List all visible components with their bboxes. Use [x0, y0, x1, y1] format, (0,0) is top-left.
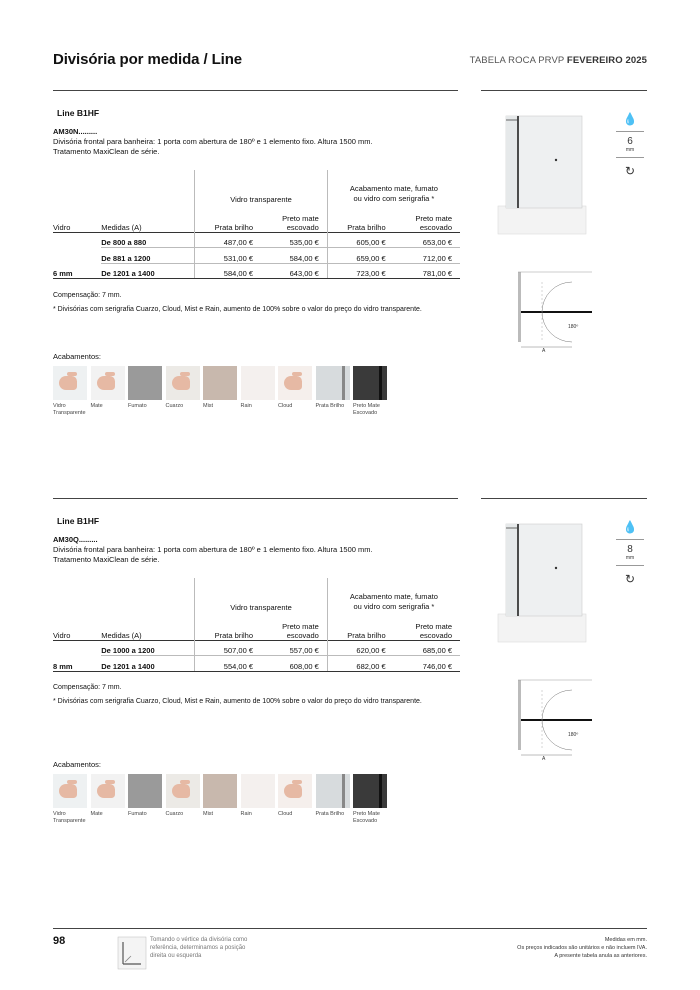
table-row: [53, 232, 460, 248]
finishes-list: [53, 774, 391, 825]
orientation-icon: [117, 936, 147, 970]
product-description: Divisória frontal para banheira: 1 porta com abertura de 180º e 1 elemento fixo. Altura 1500 mm. Tratamento MaxiClean de série.: [53, 137, 373, 156]
header-preto: Preto mate escovado: [415, 621, 452, 640]
page-title: Divisória por medida / Line: [53, 51, 243, 68]
header-prata: Prata brilho: [327, 204, 393, 232]
finish-swatch: Fumato: [128, 774, 166, 825]
group-header-matte: Acabamento mate, fumato ou vidro com serigrafia *: [327, 170, 460, 204]
price-cell: 531,00 €: [195, 248, 261, 264]
price-cell: 643,00 €: [261, 263, 327, 279]
finishes-title: Acabamentos:: [53, 760, 101, 769]
header-medidas: Medidas (A): [101, 222, 142, 232]
size-range: De 1000 a 1200: [101, 640, 194, 656]
product-image: [496, 518, 588, 644]
price-cell: 712,00 €: [394, 248, 460, 264]
plan-diagram: [512, 268, 602, 352]
finish-swatch: Cuarzo: [166, 366, 204, 417]
table-row: [53, 248, 460, 264]
angle-label: 180º: [568, 732, 579, 738]
price-cell: 487,00 €: [195, 232, 261, 248]
header-prata: Prata brilho: [327, 612, 393, 640]
product-code: AM30Q.........: [53, 535, 98, 544]
serigraphy-note: * Divisórias com serigrafia Cuarzo, Cloud, Mist e Rain, aumento de 100% sobre o valor do preço do vidro transparente.: [53, 305, 422, 313]
price-cell: 659,00 €: [327, 248, 393, 264]
group-header-clear: Vidro transparente: [195, 170, 328, 204]
price-cell: 781,00 €: [394, 263, 460, 279]
price-cell: 535,00 €: [261, 232, 327, 248]
side-rule: [481, 90, 647, 91]
product-name: Line B1HF: [57, 108, 100, 118]
finish-swatch: Prata Brilho: [316, 366, 354, 417]
price-cell: 507,00 €: [195, 640, 261, 656]
finish-swatch: Mate: [91, 366, 129, 417]
size-range: De 881 a 1200: [101, 248, 194, 264]
group-header-clear: Vidro transparente: [195, 578, 328, 612]
feature-icons: [616, 106, 644, 184]
price-cell: 746,00 €: [394, 656, 460, 672]
compensation-note: Compensação: 7 mm.: [53, 684, 122, 691]
header-prata: Prata brilho: [195, 204, 261, 232]
table-row: [53, 640, 460, 656]
header-preto: Preto mate escovado: [282, 213, 319, 232]
glass-thickness-icon: 6 mm: [616, 132, 644, 158]
side-rule: [481, 498, 647, 499]
finish-swatch: Fumato: [128, 366, 166, 417]
price-cell: 554,00 €: [195, 656, 261, 672]
finish-swatch: Mist: [203, 366, 241, 417]
footer-notes: Medidas em mm. Os preços indicados são unitários e não incluem IVA. A presente tabela anula as anteriores.: [517, 937, 647, 959]
finish-swatch: Vidro Transparente: [53, 774, 91, 825]
glass-thickness-icon: 8 mm: [616, 540, 644, 566]
table-row: [53, 263, 460, 279]
price-table: [53, 170, 460, 279]
price-cell: 584,00 €: [261, 248, 327, 264]
size-range: De 800 a 880: [101, 232, 194, 248]
finish-swatch: Cloud: [278, 366, 316, 417]
header-edition: TABELA ROCA PRVP FEVEREIRO 2025: [469, 55, 647, 66]
price-cell: 653,00 €: [394, 232, 460, 248]
dimension-label: A: [542, 348, 546, 352]
product-image: [496, 110, 588, 236]
drop-clean-icon: 💧: [616, 106, 644, 132]
section-rule: [53, 90, 458, 91]
header-preto: Preto mate escovado: [282, 621, 319, 640]
finish-swatch: Cloud: [278, 774, 316, 825]
finish-swatch: Rain: [241, 774, 279, 825]
footer-rule: [53, 928, 647, 929]
header-vidro: Vidro: [53, 222, 71, 232]
table-row: [53, 656, 460, 672]
price-cell: 723,00 €: [327, 263, 393, 279]
finish-swatch: Cuarzo: [166, 774, 204, 825]
size-range: De 1201 a 1400: [101, 263, 194, 279]
price-cell: 620,00 €: [327, 640, 393, 656]
glass-thickness: 6 mm: [53, 232, 101, 279]
product-code: AM30N.........: [53, 127, 98, 136]
finish-swatch: Mate: [91, 774, 129, 825]
drop-clean-icon: 💧: [616, 514, 644, 540]
plan-diagram: [512, 676, 602, 760]
orientation-hint: Tomando o vértice da divisória como referência, determinamos a posição direita ou esquerda: [150, 937, 248, 959]
product-description: Divisória frontal para banheira: 1 porta com abertura de 180º e 1 elemento fixo. Altura 1500 mm. Tratamento MaxiClean de série.: [53, 545, 373, 564]
price-cell: 557,00 €: [261, 640, 327, 656]
compensation-note: Compensação: 7 mm.: [53, 291, 122, 299]
reversible-icon: ↻: [624, 164, 636, 178]
price-table: [53, 578, 460, 672]
serigraphy-note: * Divisórias com serigrafia Cuarzo, Cloud, Mist e Rain, aumento de 100% sobre o valor do preço do vidro transparente.: [53, 698, 422, 705]
header-preto: Preto mate escovado: [415, 213, 452, 232]
angle-label: 180º: [568, 324, 579, 330]
finish-swatch: Prata Brilho: [316, 774, 354, 825]
finish-swatch: Preto Mate Escovado: [353, 774, 391, 825]
price-cell: 682,00 €: [327, 656, 393, 672]
finish-swatch: Preto Mate Escovado: [353, 366, 391, 417]
header-prata: Prata brilho: [195, 612, 261, 640]
price-cell: 685,00 €: [394, 640, 460, 656]
product-name: Line B1HF: [57, 516, 100, 526]
glass-thickness: 8 mm: [53, 640, 101, 671]
reversible-icon: ↻: [624, 572, 636, 586]
finish-swatch: Rain: [241, 366, 279, 417]
section-rule: [53, 498, 458, 499]
header-medidas: Medidas (A): [101, 630, 142, 640]
price-cell: 584,00 €: [195, 263, 261, 279]
price-cell: 608,00 €: [261, 656, 327, 672]
finishes-list: [53, 366, 391, 417]
size-range: De 1201 a 1400: [101, 656, 194, 672]
price-cell: 605,00 €: [327, 232, 393, 248]
dimension-label: A: [542, 756, 546, 760]
group-header-matte: Acabamento mate, fumato ou vidro com serigrafia *: [327, 578, 460, 612]
finish-swatch: Mist: [203, 774, 241, 825]
finishes-title: Acabamentos:: [53, 352, 101, 361]
page-number: 98: [53, 935, 66, 947]
finish-swatch: Vidro Transparente: [53, 366, 91, 417]
header-vidro: Vidro: [53, 630, 71, 640]
feature-icons: [616, 514, 644, 592]
